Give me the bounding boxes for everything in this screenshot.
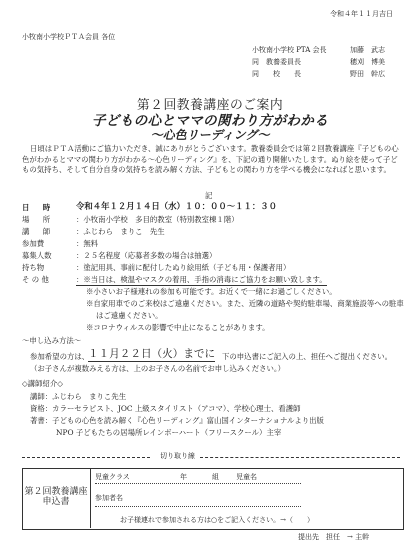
detail-label-capacity: 募集人数 — [22, 251, 52, 260]
apply-deadline: １１月２２日（火）までに — [88, 348, 216, 360]
detail-value-lecturer: ：ふじわら まりこ 先生 — [76, 227, 165, 236]
submit-to: 提出先 担任 → 主幹 — [298, 533, 370, 541]
note-2: ※自家用車でのご来校はご遠慮ください。また、近隣の道路や契約駐車場、商業施設等への駐車 — [86, 299, 404, 308]
detail-label-belongings: 持ち物 — [22, 263, 45, 272]
detail-label-other: そ の 他 — [22, 275, 49, 284]
detail-label-datetime: 日 時 — [22, 203, 54, 212]
detail-value-belongings: ：塗記用具、事前に配付したぬり絵用紙（子ども用・保護者用） — [76, 263, 291, 272]
child-attendance-question[interactable]: お子様連れで参加される方は○をご記入ください。→（ ） — [120, 516, 314, 524]
participant-label: 参加者名 — [95, 494, 123, 502]
cut-line-label: 切り取り線 — [160, 452, 195, 460]
page-subtitle: 子どもの心とママの関わり方がわかる — [91, 113, 329, 129]
detail-value-fee: ：無料 — [76, 239, 99, 248]
child-name-label: 児童名 — [236, 473, 257, 481]
apply-line1-suffix: 下の申込書にご記入の上、担任へご提出ください。 — [222, 352, 392, 361]
document-date: 令和４年１１月吉日 — [330, 10, 393, 18]
instructor-line-1: 講師：ふじわら まりこ先生 — [30, 392, 127, 401]
apply-line2: （お子さんが複数みえる方は、上のお子さんの名前でお申し込みください。） — [30, 364, 285, 373]
page-title: 第２回教養講座のご案内 — [136, 98, 284, 113]
apply-line1-prefix: 参加希望の方は、 — [30, 352, 90, 361]
recipient: 小牧南小学校ＰＴＡ会員 各位 — [22, 33, 116, 41]
child-name-field[interactable] — [95, 483, 301, 484]
sender-name-1: 加藤 武志 — [350, 46, 385, 54]
detail-value-place: ：小牧南小学校 多目的教室（特別教室棟１階） — [76, 215, 239, 224]
sender-role-3: 同 校 長 — [252, 70, 301, 78]
detail-value-datetime: 令和４年１２月１４日（水）１０：００〜１１：３０ — [76, 201, 277, 211]
class-group-label: 組 — [212, 473, 219, 481]
sender-role-1: 小牧南小学校 PTA 会長 — [252, 46, 327, 54]
note-3: はご遠慮ください。 — [96, 311, 163, 320]
note-1: ※小さいお子様連れの参加も可能です。お近くで一緒にお過ごしください。 — [86, 287, 337, 296]
detail-label-place: 場 所 — [22, 215, 54, 224]
ki-label: 記 — [205, 191, 213, 200]
instructor-line-2: 資格：カラーセラピスト、JOC 上級スタイリスト（アコマ）、学校心理士、看護師 — [30, 404, 301, 413]
detail-value-capacity: ：２５名程度（応募者多数の場合は抽選） — [76, 251, 217, 260]
detail-value-other: ：※当日は、検温やマスクの着用、手指の消毒にご協力をお願い致します。 — [76, 275, 327, 284]
detail-label-lecturer: 講 師 — [22, 227, 54, 236]
note-4: ※コロナウィルスの影響で中止になることがあります。 — [86, 323, 270, 332]
participant-name-field[interactable] — [95, 506, 301, 507]
instructor-line-3: 著書：子どもの心色を読み解く『心色リーディング』富山国インターナショナルより出版 — [30, 416, 324, 425]
instructor-line-4: NPO 子どもたちの居場所レインボーハート（フリースクール）主宰 — [56, 428, 282, 437]
application-form-title: 第２回教養講座申込書 — [24, 487, 88, 507]
sender-name-2: 穂刈 博美 — [350, 58, 385, 66]
class-grade-label: 年 — [180, 473, 187, 481]
sender-name-3: 野田 幹広 — [350, 70, 385, 78]
instructor-heading: ◇講師紹介◇ — [22, 379, 63, 388]
page-subtitle-2: 〜心色リーディング〜 — [150, 128, 270, 142]
class-label: 児童クラス — [95, 473, 130, 481]
sender-role-2: 同 教養委員長 — [252, 58, 301, 66]
apply-heading: 〜申し込み方法〜 — [22, 336, 82, 345]
detail-label-fee: 参加費 — [22, 239, 45, 248]
cut-line-right — [200, 457, 400, 458]
intro-paragraph: 日頃はＰＴＡ活動にご協力いただき、誠にありがとうございます。教養委員会では第２回教養講座『子どもの心色がわかるとママの関わり方がわかる〜心色リーディング』を、下記の通り開催いたします。ぬり絵を使って子どもの気持ち、そして自分自身の気持ちを読み解く方法、子どもとの関わり方を学べる機会になればと思います。 — [22, 144, 399, 174]
cut-line-left — [22, 457, 150, 458]
